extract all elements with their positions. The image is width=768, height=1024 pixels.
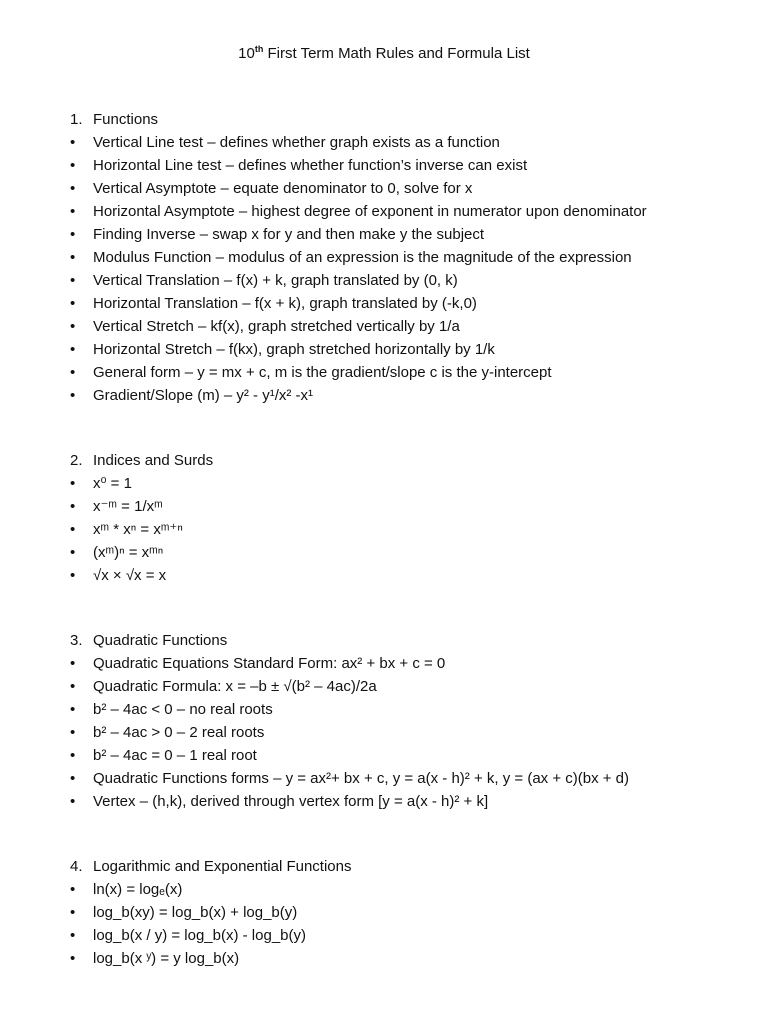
rule-item: • Quadratic Equations Standard Form: ax² + bx + c = 0 [70,652,750,675]
title-rest: First Term Math Rules and Formula List [263,45,530,62]
section-heading [70,108,750,131]
section-heading-text: Functions [93,111,159,128]
rule-item: • Horizontal Line test – defines whether function’s inverse can exist [70,154,750,177]
rule-list [70,878,750,970]
rule-item: • ln(x) = logₑ(x) [70,878,750,901]
section-log-exp-functions [70,855,750,970]
section-indices-surds [70,449,750,587]
rule-item: • Quadratic Formula: x = –b ± √(b² – 4ac)/2a [70,675,750,698]
section-heading-text: Quadratic Functions [93,632,228,649]
rule-item: • Horizontal Translation – f(x + k), graph translated by (-k,0) [70,292,750,315]
section-number: 3. [70,632,83,649]
rule-item: • Vertical Translation – f(x) + k, graph translated by (0, k) [70,269,750,292]
rule-list [70,472,750,587]
rule-item: • b² – 4ac = 0 – 1 real root [70,744,750,767]
rule-item: • Horizontal Asymptote – highest degree of exponent in numerator upon denominator [70,200,750,223]
rule-item: • xᵐ * xⁿ = xᵐ⁺ⁿ [70,518,750,541]
section-number: 2. [70,452,83,469]
section-functions [70,108,750,407]
rule-list [70,131,750,407]
rule-item: • b² – 4ac < 0 – no real roots [70,698,750,721]
rule-item: • √x × √x = x [70,564,750,587]
section-heading [70,449,750,472]
rule-item: • log_b(x / y) = log_b(x) - log_b(y) [70,924,750,947]
section-heading [70,629,750,652]
rule-item: • log_b(xy) = log_b(x) + log_b(y) [70,901,750,924]
rule-item: • x⁻ᵐ = 1/xᵐ [70,495,750,518]
rule-item: • Vertical Stretch – kf(x), graph stretched vertically by 1/a [70,315,750,338]
rule-item: • Vertical Line test – defines whether graph exists as a function [70,131,750,154]
section-heading-text: Indices and Surds [93,452,214,469]
rule-item: • Quadratic Functions forms – y = ax²+ bx + c, y = a(x - h)² + k, y = (ax + c)(bx + d) [70,767,750,790]
rule-item: • Modulus Function – modulus of an expression is the magnitude of the expression [70,246,750,269]
rule-item: • Vertex – (h,k), derived through vertex form [y = a(x - h)² + k] [70,790,750,813]
rule-item: • Finding Inverse – swap x for y and then make y the subject [70,223,750,246]
rule-item: • Gradient/Slope (m) – y² - y¹/x² -x¹ [70,384,750,407]
title-suffix: th [254,44,264,54]
rule-item: • (xᵐ)ⁿ = xᵐⁿ [70,541,750,564]
rule-item: • x⁰ = 1 [70,472,750,495]
rule-item: • log_b(x ʸ) = y log_b(x) [70,947,750,970]
rule-list [70,652,750,813]
section-quadratic-functions [70,629,750,813]
rule-item: • Horizontal Stretch – f(kx), graph stretched horizontally by 1/k [70,338,750,361]
page-title [0,44,768,64]
rule-item: • Vertical Asymptote – equate denominator to 0, solve for x [70,177,750,200]
section-heading-text: Logarithmic and Exponential Functions [93,858,352,875]
section-number: 4. [70,858,83,875]
rule-item: • b² – 4ac > 0 – 2 real roots [70,721,750,744]
title-base: 10 [238,45,255,62]
section-heading [70,855,750,878]
rule-item: • General form – y = mx + c, m is the gradient/slope c is the y-intercept [70,361,750,384]
section-number: 1. [70,111,83,128]
